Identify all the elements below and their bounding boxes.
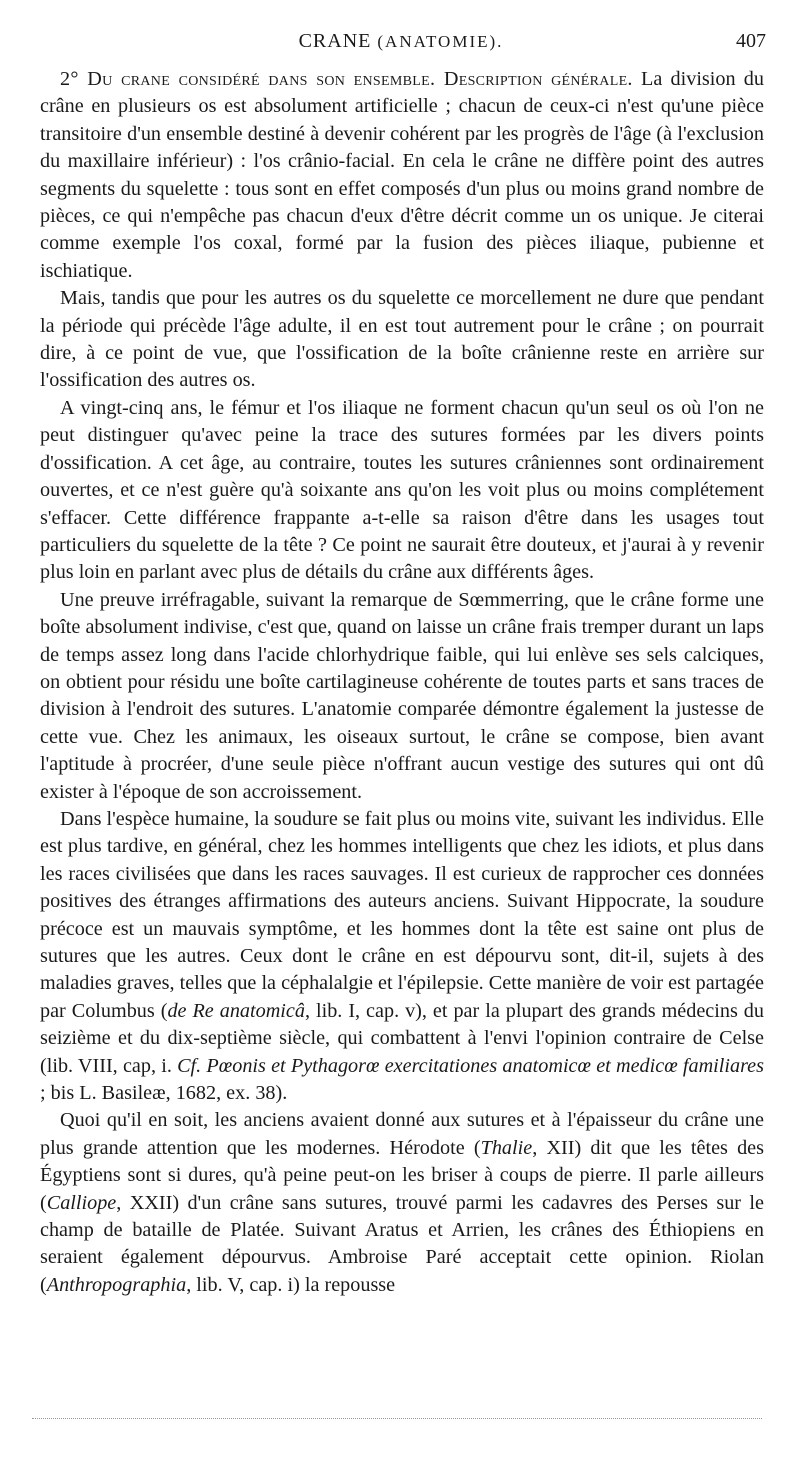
page-number: 407 (736, 30, 766, 52)
text-segment: Une preuve irréfragable, suivant la remarque de Sœmmerring, que le crâne forme une boîte absolument indivise, c'est que, quand on laisse un crâne frais tremper durant un laps de temps assez long dans l'acide chlorhydrique faible, qui lui enlève ses sels calciques, on obtient pour résidu une boîte cartilagineuse cohérente de toutes parts et sans traces de division à l'endroit des sutures. L'anatomie comparée démontre également la justesse de cette vue. Chez les animaux, les oiseaux surtout, le crâne se compose, bien avant l'aptitude à procréer, d'une seule pièce n'offrant aucun vestige des sutures qui ont dû exister à l'époque de son accroissement. (40, 588, 764, 803)
paragraph (40, 1107, 764, 1299)
citation-italic: Anthropographia (46, 1273, 187, 1296)
citation-italic: Cf. Pœonis et Pythagorœ exercitationes anatomicœ et medicœ familiares (177, 1054, 764, 1077)
text-segment: Quoi qu'il en soit, les anciens avaient donné aux sutures et à l'épaisseur du crâne une plus grande attention que les modernes. Hérodote ( (40, 1109, 764, 1159)
text-segment: La division du crâne en plusieurs os est absolument artificielle ; chacun de ceux-ci n'est qu'une pièce transitoire d'un ensemble destiné à devenir cohérent par les progrès de l'âge (à l'exclusion du maxillaire inférieur) : l'os crânio-facial. En cela le crâne ne diffère point des autres segments du squelette : tous sont en effet composés d'un plus ou moins grand nombre de pièces, ce qui n'empêche pas chacun d'eux d'être décrit comme un os unique. Je citerai comme exemple l'os coxal, formé par la fusion des pièces iliaque, pubienne et ischiatique. (40, 68, 764, 282)
header-title: CRANE (298, 30, 372, 52)
paragraph (40, 806, 764, 1107)
citation-italic: de Re anatomicâ (167, 999, 305, 1022)
text-segment: , lib. I, cap. v), et par la plupart des grands médecins du seizième et du dix-septième siècle, qui combattent à l'envi l'opinion contraire de Celse (lib. VIII, cap, i. (40, 999, 764, 1077)
citation-italic: Thalie (480, 1136, 533, 1159)
paragraph (40, 587, 764, 806)
section-heading: 2° Du crane considéré dans son ensemble. Description générale. (60, 68, 633, 90)
paragraph (40, 395, 764, 587)
running-header (36, 30, 766, 60)
header-subtitle: (ANATOMIE). (377, 32, 504, 51)
paragraph (40, 66, 764, 285)
text-segment: , lib. V, cap. i) la repousse (186, 1273, 396, 1296)
paragraph (40, 285, 764, 395)
text-segment: , XXII) d'un crâne sans sutures, trouvé parmi les cadavres des Perses sur le champ de bataille de Platée. Suivant Aratus et Arrien, les crânes des Éthiopiens en seraient également dépourvus. Ambroise Paré acceptait cette opinion. Riolan ( (40, 1191, 764, 1296)
text-segment: Mais, tandis que pour les autres os du squelette ce morcellement ne dure que pendant la période qui précède l'âge adulte, il en est tout autrement pour le crâne ; on pourrait dire, à ce point de vue, que l'ossification de la boîte crânienne reste en arrière sur l'ossification des autres os. (40, 287, 764, 392)
text-segment: ; bis L. Basileæ, 1682, ex. 38). (40, 1082, 288, 1105)
text-segment: Dans l'espèce humaine, la soudure se fait plus ou moins vite, suivant les individus. Elle est plus tardive, en général, chez les hommes intelligents que chez les idiots, et plus dans les races civilisées que dans les races sauvages. Il est curieux de rapprocher ces données positives des étranges affirmations des auteurs anciens. Suivant Hippocrate, la soudure précoce est un mauvais symptôme, et les hommes dont la tête est saine ont plus de sutures que les autres. Ceux dont le crâne en est dépourvu sont, dit-il, sujets à des maladies graves, telles que la céphalalgie et l'épilepsie. Cette manière de voir est partagée par Columbus ( (40, 807, 764, 1022)
body-text (40, 66, 764, 1299)
running-title (36, 30, 766, 53)
text-segment: , XII) dit que les têtes des Égyptiens sont si dures, qu'à peine peut-on les briser à coups de pierre. Il parle ailleurs ( (40, 1136, 764, 1214)
text-segment: A vingt-cinq ans, le fémur et l'os iliaque ne forment chacun qu'un seul os où l'on ne peut distinguer qu'avec peine la trace des sutures formées par les divers points d'ossification. A cet âge, au contraire, toutes les sutures crâniennes sont ordinairement ouvertes, et ce n'est guère qu'à soixante ans qu'on les voit plus ou moins complétement s'effacer. Cette différence frappante a-t-elle sa raison d'être dans les usages tout particuliers du squelette de la tête ? Ce point ne saurait être douteux, et j'aurai à y revenir plus loin en parlant avec plus de détails du crâne aux différents âges. (40, 396, 764, 584)
footer-divider (32, 1418, 762, 1419)
citation-italic: Calliope (46, 1191, 117, 1214)
